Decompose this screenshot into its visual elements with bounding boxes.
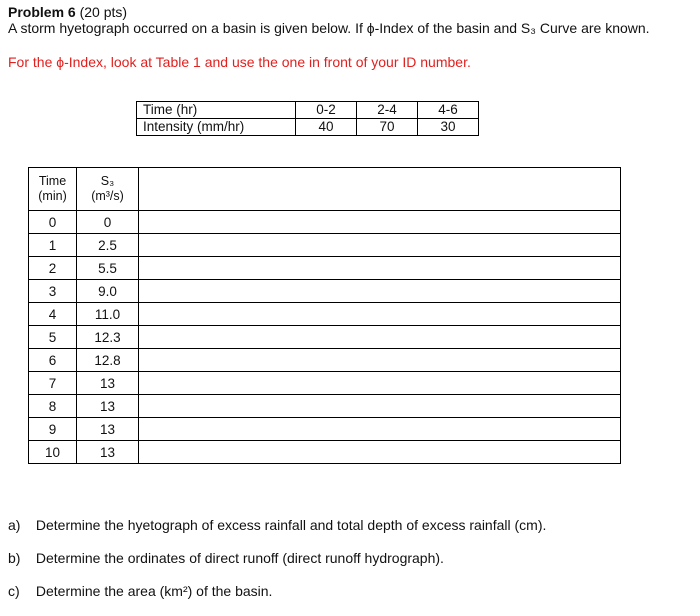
s3-value-cell: 9.0 xyxy=(77,280,139,303)
time-row-label: Time (hr) xyxy=(137,102,296,119)
hyetograph-table xyxy=(136,101,479,136)
question-label: b) xyxy=(8,550,21,566)
blank-cell xyxy=(139,303,621,326)
time-cell: 7 xyxy=(29,372,77,395)
s3-header-row xyxy=(29,168,621,211)
time-cell: 4-6 xyxy=(418,102,479,119)
intensity-row-label: Intensity (mm/hr) xyxy=(137,119,296,136)
blank-cell xyxy=(139,234,621,257)
s3-value-cell: 13 xyxy=(77,441,139,464)
question-text: Determine the area (km²) of the basin. xyxy=(35,583,273,599)
time-cell: 2-4 xyxy=(357,102,418,119)
time-cell: 0 xyxy=(29,211,77,234)
time-cell: 5 xyxy=(29,326,77,349)
s3-table-row xyxy=(29,303,621,326)
s3-value-cell: 13 xyxy=(77,395,139,418)
blank-cell xyxy=(139,211,621,234)
s3-table-row xyxy=(29,257,621,280)
s3-value-cell: 12.3 xyxy=(77,326,139,349)
problem-title xyxy=(8,4,127,21)
time-cell: 4 xyxy=(29,303,77,326)
phi-index-note: For the ϕ-Index, look at Table 1 and use the one in front of your ID number. xyxy=(8,54,471,70)
question-b xyxy=(8,550,546,583)
blank-cell xyxy=(139,326,621,349)
time-cell: 6 xyxy=(29,349,77,372)
problem-statement: A storm hyetograph occurred on a basin is given below. If ϕ-Index of the basin and S₃ Curve are known. xyxy=(8,20,650,36)
hyetograph-intensity-row xyxy=(137,119,479,136)
s3-value-cell: 2.5 xyxy=(77,234,139,257)
question-a xyxy=(8,517,546,550)
intensity-cell: 40 xyxy=(296,119,357,136)
problem-points: (20 pts) xyxy=(79,4,128,20)
s3-table-row xyxy=(29,372,621,395)
s3-header: S₃ (m³/s) xyxy=(77,168,139,211)
time-cell: 0-2 xyxy=(296,102,357,119)
problem-label: Problem 6 xyxy=(8,4,76,20)
time-cell: 1 xyxy=(29,234,77,257)
intensity-cell: 30 xyxy=(418,119,479,136)
s3-table-row xyxy=(29,395,621,418)
question-label: a) xyxy=(8,517,21,533)
blank-cell xyxy=(139,280,621,303)
s3-table-row xyxy=(29,349,621,372)
s3-value-cell: 11.0 xyxy=(77,303,139,326)
question-text: Determine the ordinates of direct runoff (direct runoff hydrograph). xyxy=(35,550,444,566)
time-cell: 8 xyxy=(29,395,77,418)
s3-value-cell: 13 xyxy=(77,372,139,395)
questions-list xyxy=(8,517,546,616)
blank-header xyxy=(139,168,621,211)
intensity-cell: 70 xyxy=(357,119,418,136)
question-label: c) xyxy=(8,583,20,599)
blank-cell xyxy=(139,441,621,464)
s3-value-cell: 12.8 xyxy=(77,349,139,372)
s3-table-row xyxy=(29,211,621,234)
blank-cell xyxy=(139,418,621,441)
blank-cell xyxy=(139,349,621,372)
time-min-header: Time (min) xyxy=(29,168,77,211)
s3-table-row xyxy=(29,280,621,303)
blank-cell xyxy=(139,257,621,280)
time-cell: 10 xyxy=(29,441,77,464)
s3-table-row xyxy=(29,441,621,464)
s3-table-row xyxy=(29,326,621,349)
s3-value-cell: 13 xyxy=(77,418,139,441)
time-cell: 9 xyxy=(29,418,77,441)
question-text: Determine the hyetograph of excess rainfall and total depth of excess rainfall (cm). xyxy=(35,517,547,533)
s3-table-row xyxy=(29,418,621,441)
s3-curve-table xyxy=(28,167,621,464)
time-cell: 3 xyxy=(29,280,77,303)
s3-table-row xyxy=(29,234,621,257)
question-c xyxy=(8,583,546,616)
s3-value-cell: 0 xyxy=(77,211,139,234)
blank-cell xyxy=(139,395,621,418)
hyetograph-time-row xyxy=(137,102,479,119)
time-cell: 2 xyxy=(29,257,77,280)
blank-cell xyxy=(139,372,621,395)
s3-value-cell: 5.5 xyxy=(77,257,139,280)
